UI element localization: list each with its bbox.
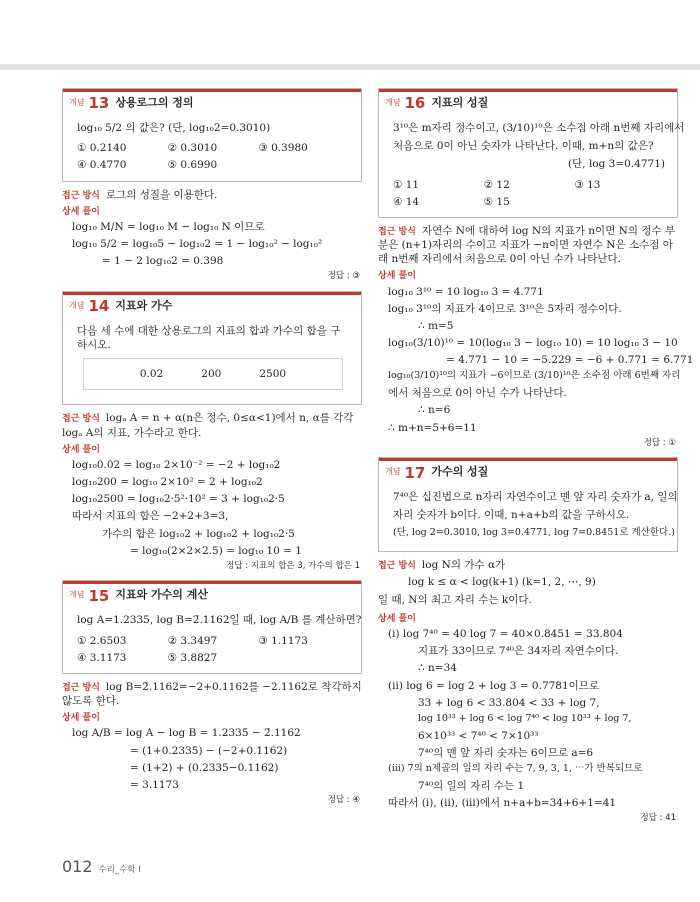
choice: ② 0.3010 xyxy=(167,142,218,155)
solution-line: 7⁴⁰의 맨 앞 자리 숫자는 6이므로 a=6 xyxy=(418,746,594,759)
right-column xyxy=(378,88,694,833)
question-text: log₁₀ 5/2 의 값은? (단, log₁₀2=0.3010) xyxy=(77,122,271,134)
solution-line: log A/B = log A − log B = 1.2335 − 2̄.1162 xyxy=(72,727,301,740)
choice: ③ 0.3980 xyxy=(258,142,308,155)
page-footer xyxy=(62,856,141,878)
approach-section xyxy=(378,224,678,267)
concept-tag: 개념 xyxy=(385,467,401,477)
concept-number: 16 xyxy=(404,94,426,113)
concept-tag: 개념 xyxy=(69,98,85,108)
top-band xyxy=(0,64,700,70)
choice: ① 11 xyxy=(393,178,420,191)
solution-label: 상세 풀이 xyxy=(378,271,416,282)
choice: ④ 0.4770 xyxy=(77,159,127,172)
solution-label: 상세 풀이 xyxy=(62,713,100,724)
solution-label: 상세 풀이 xyxy=(378,613,416,624)
footer-label: 수리_수학 I xyxy=(98,865,141,875)
solution-line: 6×10³³ < 7⁴⁰ < 7×10³³ xyxy=(418,729,539,742)
approach-section xyxy=(62,411,362,439)
choice: ③ 1.1173 xyxy=(258,634,308,647)
solution-body xyxy=(378,627,678,810)
choice: ① 0.2140 xyxy=(77,142,127,155)
approach-label: 접근 방식 xyxy=(62,190,100,201)
solution-line: = (1+0.2335) − (−2+0.1162) xyxy=(130,744,288,757)
concept-number: 17 xyxy=(404,463,426,482)
value: 2500 xyxy=(259,368,287,381)
solution-line: ∴ m+n=5+6=11 xyxy=(388,421,477,434)
choice: ② 3.3497 xyxy=(167,634,218,647)
approach-text: 로그의 성질을 이용한다. xyxy=(105,188,218,201)
solution-line: = 4.771 − 10 = −5.229 = −6 + 0.771 = 6̄.771 xyxy=(446,354,694,367)
concept-title: 지표와 가수의 계산 xyxy=(115,588,209,602)
approach-text: log B=2̄.1162=−2+0.1162를 −2.1162로 착각하지 않도록 한다. xyxy=(62,680,362,708)
solution-line: log₁₀(3/10)¹⁰ = 10(log₁₀ 3 − log₁₀ 10) = 10 log₁₀ 3 − 10 xyxy=(388,337,678,350)
solution-line: (i) log 7⁴⁰ = 40 log 7 = 40×0.8451 = 33.804 xyxy=(388,628,623,641)
solution-body xyxy=(62,726,362,792)
concept-title: 가수의 성질 xyxy=(431,465,489,479)
solution-line: ∴ n=34 xyxy=(418,662,457,675)
question-note: (단, log 3=0.4771) xyxy=(568,158,665,171)
approach-label: 접근 방식 xyxy=(62,682,100,693)
choice: ⑤ 3.8827 xyxy=(167,651,218,664)
question-text: 자리 숫자가 b이다. 이때, n+a+b의 값을 구하시오. xyxy=(393,509,630,522)
approach-text: log N의 가수 α가 xyxy=(421,559,506,572)
solution-line: ∴ n=6 xyxy=(418,404,451,417)
solution-line: 따라서 (i), (ii), (iii)에서 n+a+b=34+6+1=41 xyxy=(388,797,617,810)
choice: ② 12 xyxy=(483,178,510,191)
concept-14-header xyxy=(63,292,361,316)
solution-line: 33 + log 6 < 33.804 < 33 + log 7, xyxy=(418,696,600,709)
choice: ③ 13 xyxy=(574,178,601,191)
value: 0.02 xyxy=(139,368,164,381)
approach-section xyxy=(378,558,678,572)
solution-line: 따라서 지표의 합은 −2+2+3=3, xyxy=(72,510,229,523)
solution-line: 지표가 33이므로 7⁴⁰은 34자리 자연수이다. xyxy=(418,645,619,658)
solution-line: (ii) log 6 = log 2 + log 3 = 0.7781이므로 xyxy=(388,679,600,692)
concept-15-header xyxy=(63,581,361,605)
approach-text: 일 때, N의 최고 자리 수는 k이다. xyxy=(378,593,532,606)
question-text: 다음 세 수에 대한 상용로그의 지표의 합과 가수의 합을 구하시오. xyxy=(77,324,341,352)
left-column xyxy=(62,88,362,815)
solution-line: 가수의 합은 log₁₀2 + log₁₀2 + log₁₀2·5 xyxy=(102,527,295,540)
answer-line: 정답 : ③ xyxy=(327,271,360,282)
solution-label: 상세 풀이 xyxy=(62,206,100,217)
approach-section xyxy=(62,680,362,708)
solution-body xyxy=(62,220,362,269)
answer-line: 정답 : 41 xyxy=(640,813,676,824)
solution-line: log 10³³ + log 6 < log 7⁴⁰ < log 10³³ + log 7, xyxy=(418,712,632,724)
choice: ④ 3.1173 xyxy=(77,651,127,664)
answer-line: 정답 : ① xyxy=(643,437,676,448)
solution-line: log₁₀0.02 = log₁₀ 2×10⁻² = −2 + log₁₀2 xyxy=(72,458,281,471)
solution-line: log₁₀ 3¹⁰ = 10 log₁₀ 3 = 4.771 xyxy=(388,285,544,298)
solution-line: log₁₀2500 = log₁₀2·5²·10² = 3 + log₁₀2·5 xyxy=(72,493,285,506)
concept-number: 13 xyxy=(88,94,110,113)
choice: ⑤ 15 xyxy=(483,195,510,208)
concept-tag: 개념 xyxy=(385,98,401,108)
solution-line: ∴ m=5 xyxy=(418,319,454,332)
solution-line: log₁₀(3/10)¹⁰의 지표가 −6이므로 (3/10)¹⁰은 소수점 아래 6번째 자리 xyxy=(388,370,681,382)
concept-number: 15 xyxy=(88,586,110,605)
solution-body xyxy=(62,458,362,558)
solution-line: log₁₀ 3¹⁰의 지표가 4이므로 3¹⁰은 5자리 정수이다. xyxy=(388,302,622,315)
solution-line: = 3.1173 xyxy=(130,778,179,791)
concept-13-box xyxy=(62,88,362,182)
solution-line: 에서 처음으로 0이 아닌 수가 나타난다. xyxy=(388,387,567,400)
approach-text: 자연수 N에 대하여 log N의 지표가 n이면 N의 정수 부분은 (n+1)자리의 수이고 지표가 −n이면 자연수 N은 소수점 아래 n번째 자리에서 처음으로 0이 아닌 수가 나타난다. xyxy=(378,224,676,266)
answer-choices xyxy=(77,634,349,665)
concept-15-box xyxy=(62,580,362,674)
approach-text: logₐ A = n + α(n은 정수, 0≤α<1)에서 n, α를 각각 logₐ A의 지표, 가수라고 한다. xyxy=(62,412,354,439)
question-text: 7⁴⁰은 십진법으로 n자리 자연수이고 맨 앞 자리 숫자가 a, 일의 xyxy=(393,491,678,504)
question-note: (단, log 2=0.3010, log 3=0.4771, log 7=0.8451로 계산한다.) xyxy=(393,526,675,538)
solution-label: 상세 풀이 xyxy=(62,444,100,455)
question-text: 처음으로 0이 아닌 숫자가 나타난다. 이때, m+n의 값은? xyxy=(393,140,654,153)
approach-label: 접근 방식 xyxy=(62,414,100,425)
question-text: 3¹⁰은 m자리 정수이고, (3/10)¹⁰은 소수점 아래 n번째 자리에서 xyxy=(393,122,685,134)
page-number: 012 xyxy=(62,857,93,876)
solution-line: = log₁₀(2×2×2.5) = log₁₀ 10 = 1 xyxy=(130,544,302,557)
answer-line: 정답 : 지표의 합은 3, 가수의 합은 1 xyxy=(226,560,360,571)
choice: ① 2.6503 xyxy=(77,634,127,647)
approach-section xyxy=(62,188,362,202)
concept-tag: 개념 xyxy=(69,300,85,310)
question-text: log A=1.2335, log B=2̄.1162일 때, log A/B 를 계산하면? xyxy=(77,614,362,627)
concept-title: 지표의 성질 xyxy=(431,96,489,110)
answer-choices xyxy=(77,141,349,172)
answer-line: 정답 : ④ xyxy=(327,795,360,806)
solution-line: = 1 − 2 log₁₀2 = 0.398 xyxy=(102,255,224,268)
concept-14-box xyxy=(62,291,362,406)
value: 200 xyxy=(201,368,222,381)
solution-line: = (1+2) + (0.2335−0.1162) xyxy=(130,761,279,774)
solution-line: log₁₀200 = log₁₀ 2×10² = 2 + log₁₀2 xyxy=(72,476,263,489)
concept-16-box xyxy=(378,88,685,218)
solution-line: log₁₀ M/N = log₁₀ M − log₁₀ N 이므로 xyxy=(72,220,265,233)
concept-13-header xyxy=(63,89,361,113)
concept-17-box xyxy=(378,457,678,552)
concept-title: 지표와 가수 xyxy=(115,298,173,312)
concept-17-header xyxy=(379,458,677,482)
solution-line: 7⁴⁰의 일의 자리 수는 1 xyxy=(418,779,525,792)
solution-line: (iii) 7의 n제곱의 일의 자리 수는 7, 9, 3, 1, ⋯가 반복되므로 xyxy=(388,763,643,775)
solution-body xyxy=(378,285,694,435)
solution-line: log₁₀ 5/2 = log₁₀5 − log₁₀2 = 1 − log₁₀² − log₁₀² xyxy=(72,238,323,251)
approach-label: 접근 방식 xyxy=(378,226,416,237)
concept-tag: 개념 xyxy=(69,590,85,600)
approach-label: 접근 방식 xyxy=(378,561,416,572)
choice: ④ 14 xyxy=(393,195,420,208)
concept-number: 14 xyxy=(88,297,110,316)
concept-title: 상용로그의 정의 xyxy=(115,96,194,110)
concept-16-header xyxy=(379,89,677,113)
approach-text: log k ≤ α < log(k+1) (k=1, 2, ⋯, 9) xyxy=(408,575,596,588)
answer-choices xyxy=(393,178,665,209)
values-box xyxy=(83,358,343,390)
choice: ⑤ 0.6990 xyxy=(167,159,218,172)
